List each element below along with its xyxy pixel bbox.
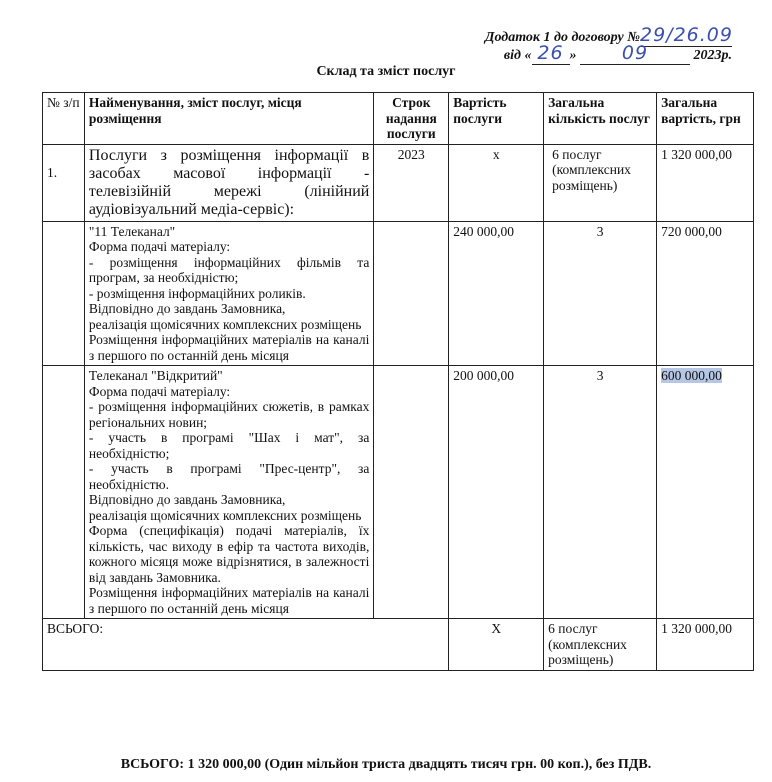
appendix-header-line2 [504,42,732,65]
col-header-term: Строк надання послуги [374,93,449,145]
col-header-price: Вартість послуги [449,93,544,145]
date-day: 26 [532,42,570,65]
description-line: - участь в програмі "Прес-центр", за необхідністю. [88,461,370,492]
grand-total-text: ВСЬОГО: 1 320 000,00 (Один мільйон триста двадцять тисяч грн. 00 коп.), без ПДВ. [120,757,652,772]
table-row [43,366,754,619]
total-qty: 6 послуг (комплексних розміщень) [544,619,657,671]
date-prefix: від « [503,48,532,63]
date-mid: » [569,48,577,63]
description-line: - розміщення інформаційних фільмів та програм, за необхідністю; [88,254,370,285]
description-line: Форма (специфікація) подачі матеріалів, їх кількість, час виходу в ефір та частота виходів, кожного місяця може відрізнятися, в залежності від завдань Замовника. [88,523,370,585]
channel-price: 200 000,00 [449,366,544,619]
table-header-row [43,93,754,145]
description-line: реалізація щомісячних комплексних розміщень [88,316,362,332]
description-line: - участь в програмі "Шах і мат", за необхідністю; [88,430,370,461]
date-year: 2023р. [693,48,732,63]
description-line: - розміщення інформаційних сюжетів, в рамках регіональних новин; [88,399,370,430]
description-line: Форма подачі матеріалу: [88,239,231,254]
appendix-label: Додаток 1 до договору № [484,30,640,45]
channel-qty: 3 [544,366,657,619]
page-title: Склад та зміст послуг [316,64,456,79]
description-line: - розміщення інформаційних роликів. [88,285,306,301]
table-total-row [43,619,754,671]
channel-total: 720 000,00 [657,221,754,366]
table-row [43,144,754,221]
description-line: Розміщення інформаційних матеріалів на каналі з першого по останній день місяця [88,332,370,363]
channel-total-highlighted[interactable]: 600 000,00 [661,368,722,383]
description-line: реалізація щомісячних комплексних розміщень [88,507,362,523]
channel-description [84,366,373,619]
service-name: Послуги з розміщення інформації в засобах масової інформації - телевізійній мережі (лінійний аудіовізуальний медіа-сервіс): [84,144,373,221]
channel-qty: 3 [544,221,657,366]
channel-total-cell [657,366,754,619]
description-line: "11 Телеканал" [88,223,176,239]
table-row [43,221,754,366]
description-line: Відповідно до завдань Замовника, [88,301,286,316]
contract-number: 29/26.09 [640,24,733,46]
service-term: 2023 [374,144,449,221]
description-line: Відповідно до завдань Замовника, [88,492,286,507]
services-table [42,92,754,671]
row-number: 1. [43,144,85,221]
service-qty: 6 послуг (комплексних розміщень) [544,144,657,221]
total-price: Х [449,619,544,671]
service-price: х [449,144,544,221]
col-header-num: № з/п [43,93,85,145]
channel-description [84,221,373,366]
description-line: Телеканал "Відкритий" [88,368,223,383]
col-header-qty: Загальна кількість послуг [544,93,657,145]
col-header-total: Загальна вартість, грн [657,93,754,145]
total-label: ВСЬОГО: [43,619,449,671]
description-line: Розміщення інформаційних матеріалів на каналі з першого по останній день місяця [88,585,370,616]
description-line: Форма подачі матеріалу: [88,383,231,399]
date-month: 09 [580,42,690,65]
total-sum: 1 320 000,00 [657,619,754,671]
channel-price: 240 000,00 [449,221,544,366]
service-total: 1 320 000,00 [657,144,754,221]
col-header-name: Найменування, зміст послуг, місця розміщення [84,93,373,145]
